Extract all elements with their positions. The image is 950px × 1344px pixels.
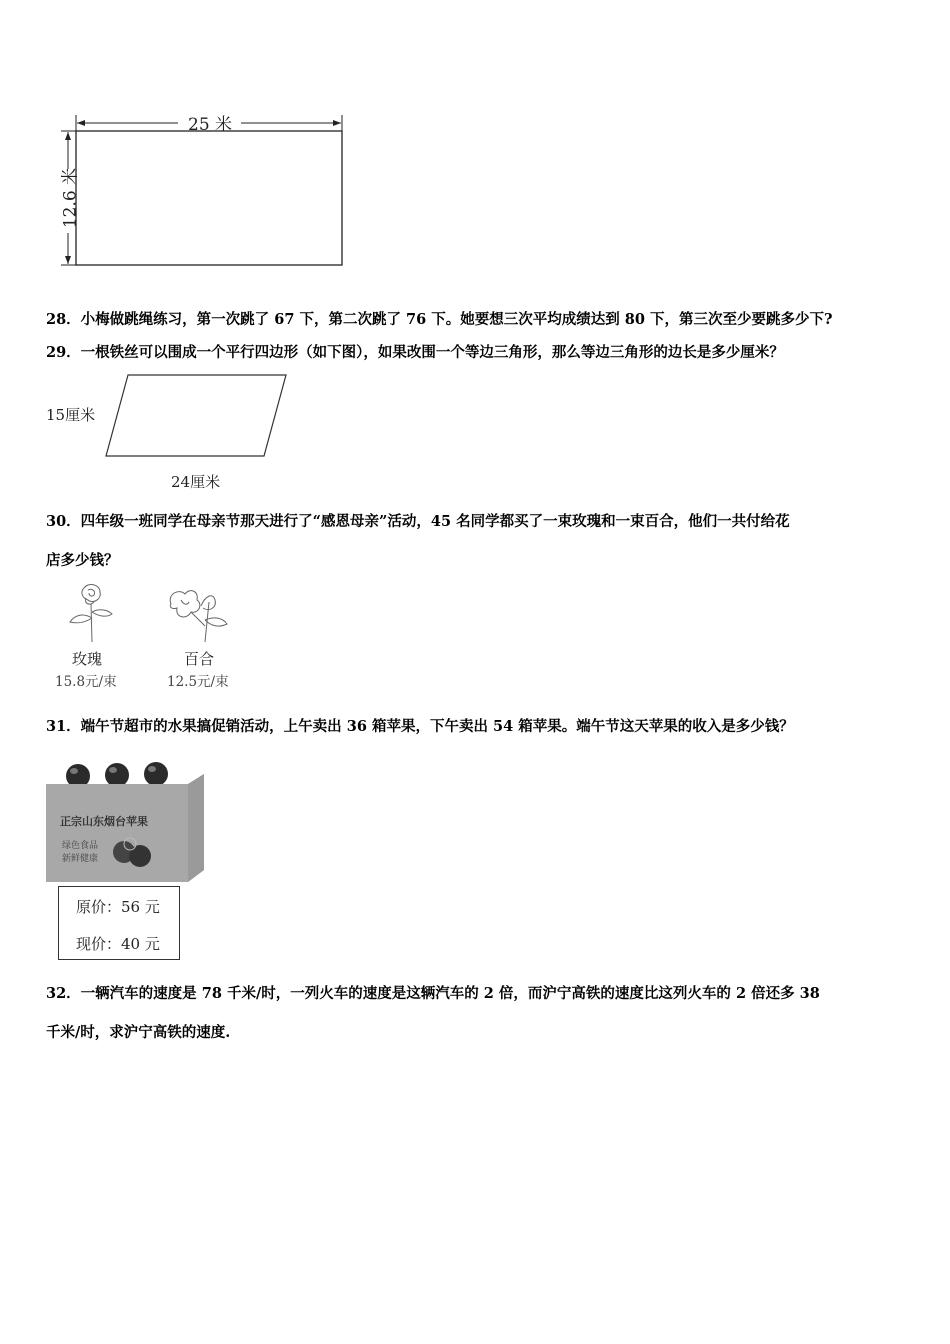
question-32-line2: 千米/时，求沪宁高铁的速度. (46, 1024, 231, 1041)
question-30-line2: 店多少钱？ (46, 552, 119, 569)
apple-box-title: 正宗山东烟台苹果 (60, 815, 148, 828)
flower-name-lily: 百合 (184, 650, 215, 668)
question-31: 31．端午节超市的水果搞促销活动，上午卖出 36 箱苹果，下午卖出 54 箱苹果。端午节这天苹果的收入是多少钱？ (46, 718, 794, 735)
question-29: 29．一根铁丝可以围成一个平行四边形（如下图），如果改围一个等边三角形，那么等边三角形的边长是多少厘米？ (46, 344, 784, 361)
rose-icon (62, 582, 122, 644)
apple-box-sub1: 绿色食品 (62, 841, 99, 851)
flower-price-rose: 15.8元/束 (55, 674, 117, 690)
flower-price-lily: 12.5元/束 (167, 674, 229, 690)
rect-width-label: 25 米 (188, 115, 233, 135)
parallelogram-side-label: 15厘米 (46, 406, 96, 424)
flower-name-rose: 玫瑰 (72, 650, 103, 668)
parallelogram-figure (100, 370, 300, 465)
question-28: 28．小梅做跳绳练习，第一次跳了 67 下，第二次跳了 76 下。她要想三次平均成绩达到 80 下，第三次至少要跳多少下? (46, 311, 833, 328)
parallelogram-base-label: 24厘米 (171, 473, 221, 491)
question-32-line1: 32．一辆汽车的速度是 78 千米/时，一列火车的速度是这辆汽车的 2 倍，而沪宁高铁的速度比这列火车的 2 倍还多 38 (46, 985, 820, 1002)
original-price: 原价：56 元 (76, 898, 160, 916)
question-30-line1: 30．四年级一班同学在母亲节那天进行了“感恩母亲”活动，45 名同学都买了一束玫瑰和一束百合，他们一共付给花 (46, 513, 790, 530)
current-price: 现价：40 元 (76, 935, 160, 953)
price-tag (58, 886, 180, 960)
rect-height-label: 12.6 米 (60, 167, 81, 229)
lily-icon (165, 586, 235, 644)
apple-box-sub2: 新鲜健康 (62, 854, 99, 864)
